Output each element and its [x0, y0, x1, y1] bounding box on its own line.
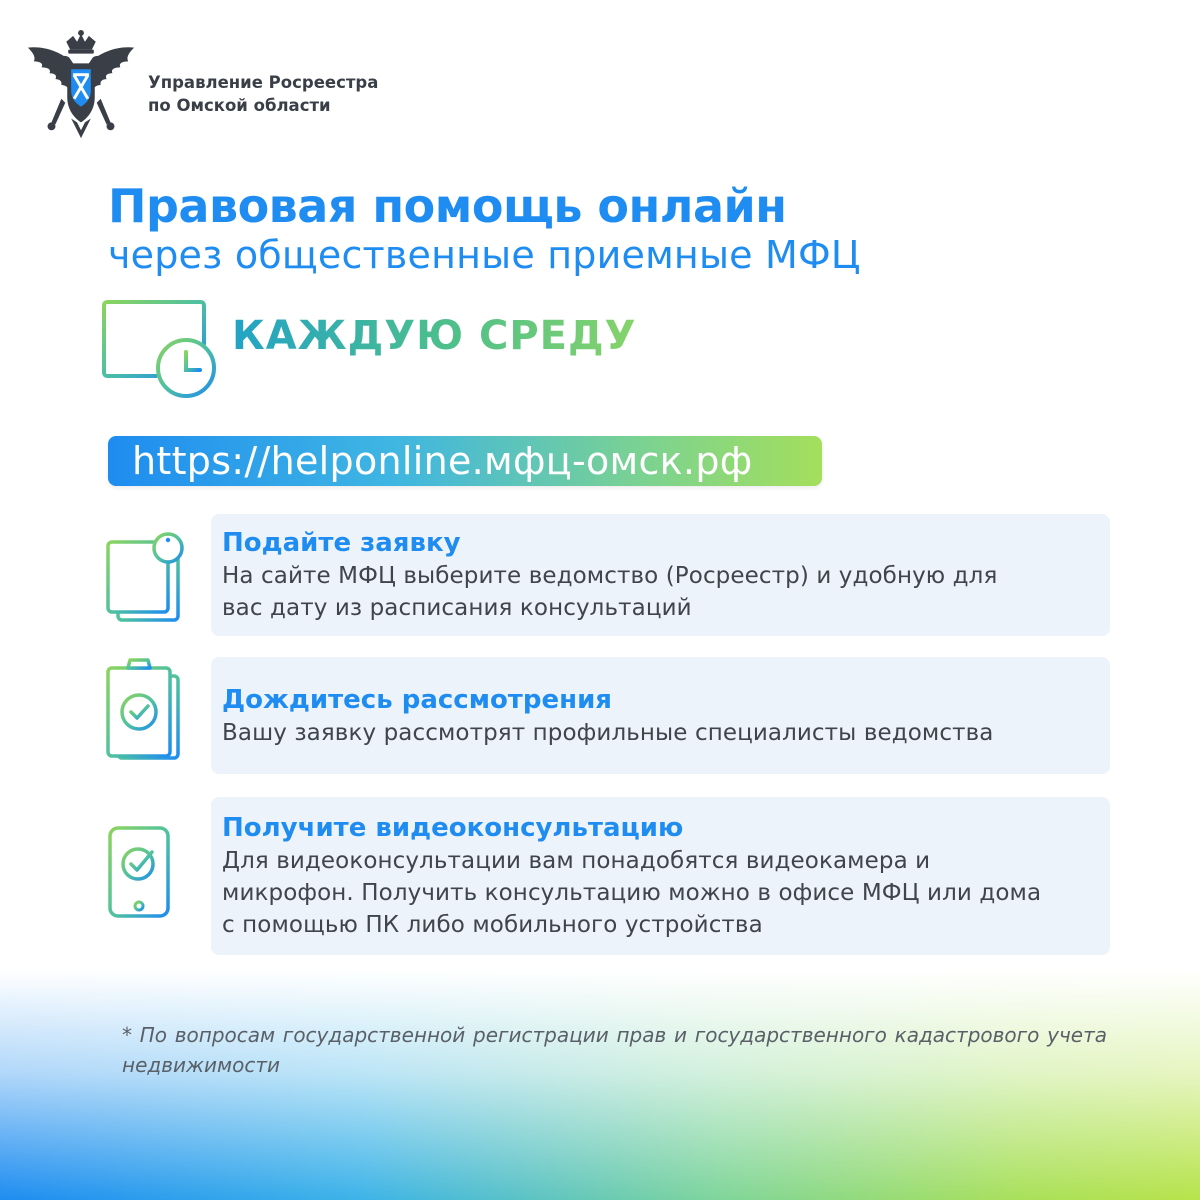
step-title: Получите видеоконсультацию [222, 813, 684, 843]
org-name-line2: по Омской области [148, 96, 331, 115]
step-card-submit [211, 514, 1110, 636]
schedule-label: КАЖДУЮ СРЕДУ [232, 310, 636, 362]
org-name [148, 71, 378, 117]
step-title: Дождитесь рассмотрения [222, 685, 612, 715]
phone-check-icon [106, 824, 174, 920]
website-link[interactable] [108, 436, 822, 486]
document-info-icon [104, 530, 188, 624]
step-text-line: с помощью ПК либо мобильного устройства [222, 912, 763, 938]
step-text-line: вас дату из расписания консультаций [222, 595, 692, 621]
step-text-line: На сайте МФЦ выберите ведомство (Росреестр) и удобную для [222, 563, 998, 589]
header [22, 28, 378, 146]
clipboard-check-icon [104, 656, 184, 764]
footnote: * По вопросам государственной регистрации прав и государственного кадастрового учета недвижимости [122, 1023, 1107, 1077]
rosreestr-eagle-emblem-icon [22, 28, 140, 146]
step-card-consultation [211, 797, 1110, 955]
step-text-line: микрофон. Получить консультацию можно в офисе МФЦ или дома [222, 880, 1042, 906]
step-title: Подайте заявку [222, 528, 461, 558]
page-subtitle: через общественные приемные МФЦ [108, 233, 861, 277]
step-text-line: Вашу заявку рассмотрят профильные специалисты ведомства [222, 720, 994, 746]
step-card-review [211, 657, 1110, 774]
website-url[interactable]: https://helponline.мфц-омск.рф [132, 439, 753, 483]
org-name-line1: Управление Росреестра [148, 73, 379, 92]
calendar-clock-icon [100, 288, 224, 398]
bottom-gradient-background [0, 970, 1200, 1200]
step-text-line: Для видеоконсультации вам понадобятся видеокамера и [222, 848, 931, 874]
page-title: Правовая помощь онлайн [108, 179, 787, 233]
